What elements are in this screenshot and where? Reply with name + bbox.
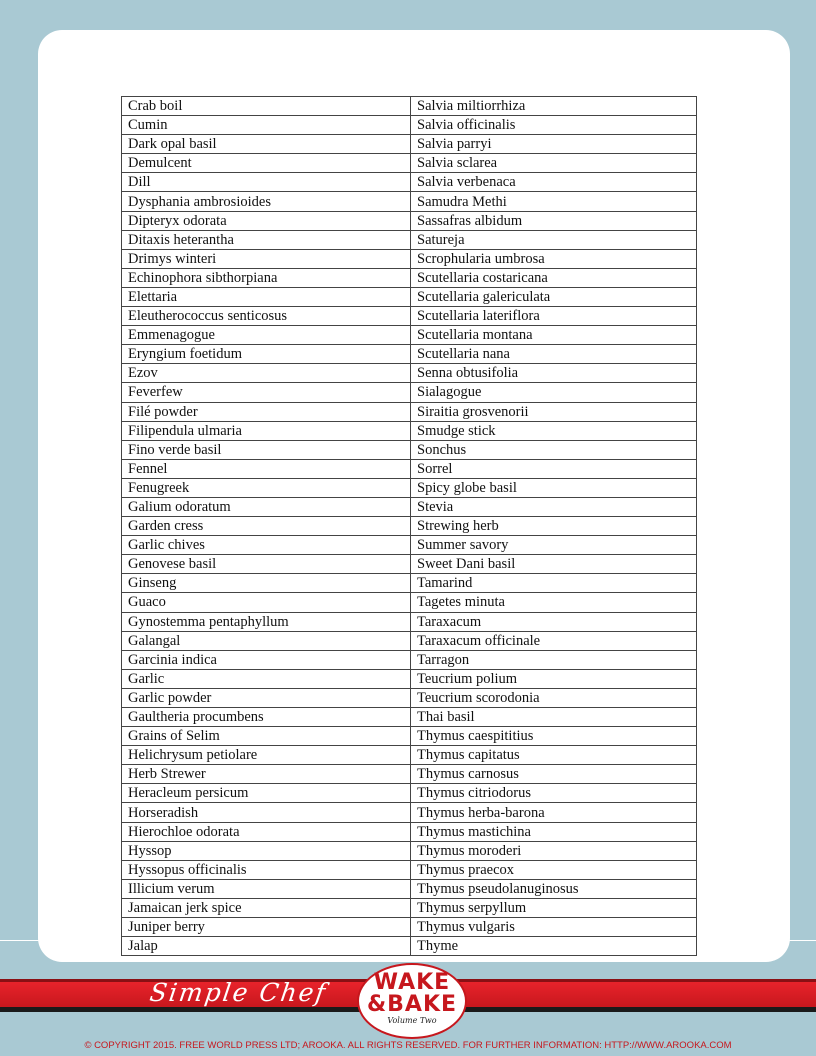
herb-table-body (122, 97, 697, 956)
herb-name-right: Taraxacum (411, 612, 697, 631)
herb-name-right: Salvia sclarea (411, 154, 697, 173)
herb-name-right: Thymus moroderi (411, 841, 697, 860)
table-row (122, 746, 697, 765)
herb-name-left: Feverfew (122, 383, 411, 402)
herb-name-left: Heracleum persicum (122, 784, 411, 803)
herb-name-left: Garlic (122, 669, 411, 688)
herb-name-right: Thymus vulgaris (411, 918, 697, 937)
herb-name-left: Gynostemma pentaphyllum (122, 612, 411, 631)
table-row (122, 650, 697, 669)
herb-name-left: Dipteryx odorata (122, 211, 411, 230)
herb-name-left: Garden cress (122, 517, 411, 536)
logo-line-2: &BAKE (366, 992, 458, 1017)
table-row (122, 116, 697, 135)
herb-name-right: Thai basil (411, 708, 697, 727)
table-row (122, 249, 697, 268)
herb-name-right: Thymus pseudolanuginosus (411, 879, 697, 898)
table-row (122, 727, 697, 746)
table-row (122, 555, 697, 574)
herb-name-right: Thymus serpyllum (411, 898, 697, 917)
herb-name-right: Scutellaria galericulata (411, 287, 697, 306)
table-row (122, 612, 697, 631)
table-row (122, 860, 697, 879)
herb-name-left: Horseradish (122, 803, 411, 822)
herb-name-left: Eleutherococcus senticosus (122, 307, 411, 326)
table-row (122, 898, 697, 917)
table-row (122, 574, 697, 593)
herb-name-right: Thymus carnosus (411, 765, 697, 784)
table-row (122, 765, 697, 784)
herb-name-left: Hyssopus officinalis (122, 860, 411, 879)
table-row (122, 841, 697, 860)
herb-name-right: Stevia (411, 497, 697, 516)
herb-name-right: Smudge stick (411, 421, 697, 440)
herb-name-left: Eryngium foetidum (122, 345, 411, 364)
table-row (122, 230, 697, 249)
herb-name-right: Salvia miltiorrhiza (411, 97, 697, 116)
logo-line-1: WAKE (373, 970, 451, 995)
table-row (122, 517, 697, 536)
herb-name-left: Fennel (122, 459, 411, 478)
herb-name-right: Salvia officinalis (411, 116, 697, 135)
table-row (122, 173, 697, 192)
herb-name-left: Galium odoratum (122, 497, 411, 516)
herb-name-right: Scutellaria montana (411, 326, 697, 345)
herb-name-right: Scrophularia umbrosa (411, 249, 697, 268)
table-row (122, 421, 697, 440)
table-row (122, 803, 697, 822)
herb-name-left: Echinophora sibthorpiana (122, 268, 411, 287)
herb-name-left: Elettaria (122, 287, 411, 306)
herb-name-left: Gaultheria procumbens (122, 708, 411, 727)
table-row (122, 307, 697, 326)
table-row (122, 459, 697, 478)
herb-name-right: Thymus herba-barona (411, 803, 697, 822)
herb-name-left: Galangal (122, 631, 411, 650)
table-row (122, 593, 697, 612)
wake-bake-logo (357, 963, 467, 1039)
brand-name: Simple Chef (147, 978, 329, 1007)
herb-name-left: Ditaxis heterantha (122, 230, 411, 249)
table-row (122, 784, 697, 803)
herb-name-left: Genovese basil (122, 555, 411, 574)
herb-name-right: Sassafras albidum (411, 211, 697, 230)
herb-name-left: Fenugreek (122, 478, 411, 497)
herb-name-left: Guaco (122, 593, 411, 612)
herb-name-right: Sorrel (411, 459, 697, 478)
herb-name-right: Tagetes minuta (411, 593, 697, 612)
herb-name-right: Siraitia grosvenorii (411, 402, 697, 421)
table-row (122, 937, 697, 956)
herb-name-right: Spicy globe basil (411, 478, 697, 497)
logo-subtitle: Volume Two (387, 1016, 437, 1025)
herb-name-right: Scutellaria lateriflora (411, 307, 697, 326)
table-row (122, 669, 697, 688)
table-row (122, 918, 697, 937)
herb-name-right: Taraxacum officinale (411, 631, 697, 650)
table-row (122, 211, 697, 230)
table-row (122, 97, 697, 116)
herb-name-right: Satureja (411, 230, 697, 249)
herb-table (121, 96, 697, 956)
herb-name-left: Illicium verum (122, 879, 411, 898)
herb-name-left: Ezov (122, 364, 411, 383)
herb-name-left: Hyssop (122, 841, 411, 860)
herb-name-right: Thyme (411, 937, 697, 956)
herb-name-right: Sialagogue (411, 383, 697, 402)
herb-name-left: Crab boil (122, 97, 411, 116)
table-row (122, 440, 697, 459)
herb-name-right: Samudra Methi (411, 192, 697, 211)
herb-name-left: Filé powder (122, 402, 411, 421)
herb-name-left: Garcinia indica (122, 650, 411, 669)
herb-name-right: Sonchus (411, 440, 697, 459)
table-row (122, 822, 697, 841)
herb-name-right: Scutellaria nana (411, 345, 697, 364)
herb-name-left: Ginseng (122, 574, 411, 593)
table-row (122, 192, 697, 211)
table-row (122, 345, 697, 364)
herb-name-left: Fino verde basil (122, 440, 411, 459)
herb-name-right: Thymus mastichina (411, 822, 697, 841)
copyright-notice: © COPYRIGHT 2015. FREE WORLD PRESS LTD; AROOKA. ALL RIGHTS RESERVED. FOR FURTHER INFORMATION: HTTP://WWW.AROOKA.COM (84, 1040, 732, 1051)
herb-name-right: Scutellaria costaricana (411, 268, 697, 287)
table-row (122, 879, 697, 898)
herb-name-right: Salvia verbenaca (411, 173, 697, 192)
herb-name-left: Grains of Selim (122, 727, 411, 746)
herb-name-right: Sweet Dani basil (411, 555, 697, 574)
table-row (122, 688, 697, 707)
table-row (122, 364, 697, 383)
table-row (122, 154, 697, 173)
herb-name-left: Cumin (122, 116, 411, 135)
herb-name-left: Demulcent (122, 154, 411, 173)
herb-name-right: Senna obtusifolia (411, 364, 697, 383)
herb-name-left: Garlic chives (122, 536, 411, 555)
table-row (122, 631, 697, 650)
table-row (122, 326, 697, 345)
herb-name-right: Tarragon (411, 650, 697, 669)
herb-name-left: Dark opal basil (122, 135, 411, 154)
herb-name-right: Tamarind (411, 574, 697, 593)
herb-name-right: Salvia parryi (411, 135, 697, 154)
herb-name-left: Emmenagogue (122, 326, 411, 345)
herb-name-left: Garlic powder (122, 688, 411, 707)
herb-name-left: Filipendula ulmaria (122, 421, 411, 440)
table-row (122, 708, 697, 727)
table-row (122, 536, 697, 555)
herb-name-right: Thymus caespititius (411, 727, 697, 746)
herb-name-left: Herb Strewer (122, 765, 411, 784)
herb-name-left: Helichrysum petiolare (122, 746, 411, 765)
herb-name-left: Dysphania ambrosioides (122, 192, 411, 211)
table-row (122, 497, 697, 516)
table-row (122, 478, 697, 497)
herb-name-right: Summer savory (411, 536, 697, 555)
herb-name-left: Jalap (122, 937, 411, 956)
herb-name-left: Juniper berry (122, 918, 411, 937)
table-row (122, 287, 697, 306)
table-row (122, 383, 697, 402)
table-row (122, 268, 697, 287)
herb-name-left: Jamaican jerk spice (122, 898, 411, 917)
herb-name-left: Drimys winteri (122, 249, 411, 268)
herb-name-right: Thymus praecox (411, 860, 697, 879)
herb-name-left: Dill (122, 173, 411, 192)
herb-name-right: Teucrium polium (411, 669, 697, 688)
table-row (122, 135, 697, 154)
table-row (122, 402, 697, 421)
herb-name-left: Hierochloe odorata (122, 822, 411, 841)
herb-name-right: Teucrium scorodonia (411, 688, 697, 707)
herb-name-right: Strewing herb (411, 517, 697, 536)
herb-name-right: Thymus capitatus (411, 746, 697, 765)
herb-name-right: Thymus citriodorus (411, 784, 697, 803)
